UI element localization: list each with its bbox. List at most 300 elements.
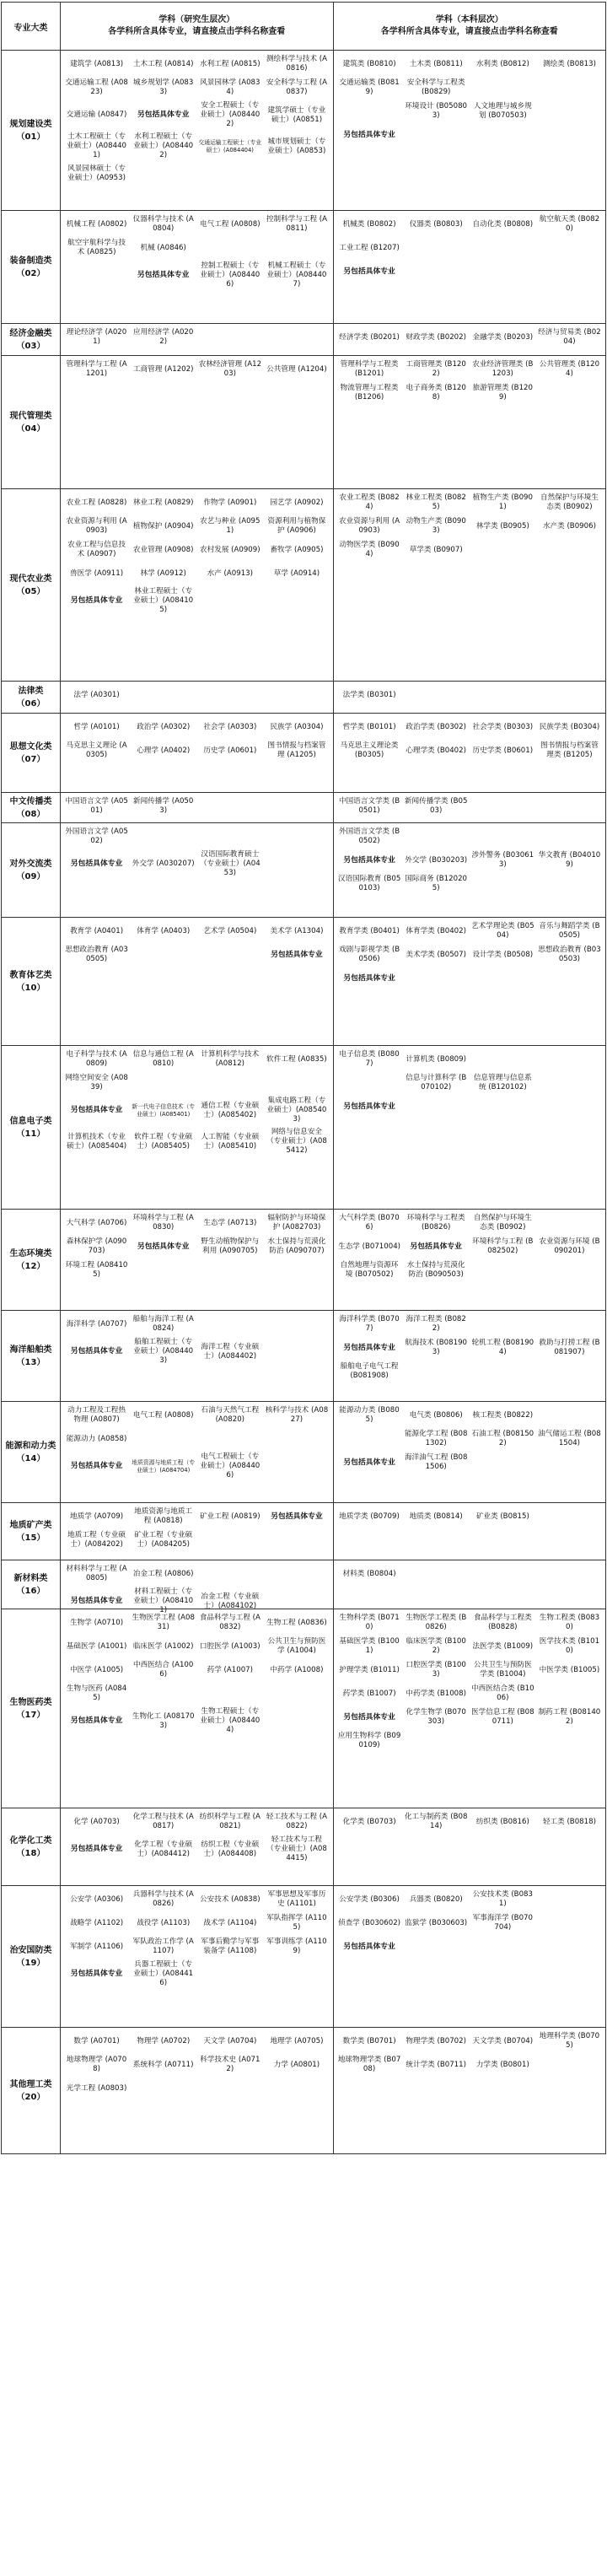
undergraduate-subject-link[interactable]: 环境科学与工程类 (B0826) xyxy=(406,1214,465,1231)
graduate-subject-link[interactable]: 地质资源与地质工程（专业硕士）(A084704) xyxy=(132,1458,196,1474)
graduate-subjects xyxy=(61,1402,333,1502)
graduate-subject-link[interactable]: 地球物理学 (A0708) xyxy=(66,2056,127,2073)
graduate-subject-link[interactable]: 兵器科学与技术 (A0826) xyxy=(132,1890,194,1908)
graduate-subject-link[interactable]: 化学工程（专业硕士）(A084412) xyxy=(134,1840,193,1858)
undergraduate-subject-link[interactable]: 油气储运工程 (B081504) xyxy=(538,1430,601,1447)
undergraduate-subject-link[interactable]: 兵器类 (B0820) xyxy=(409,1894,463,1904)
graduate-subject-link[interactable]: 航空宇航科学与技术 (A0825) xyxy=(67,239,126,256)
undergraduate-subject-link[interactable]: 统计学类 (B0711) xyxy=(406,2060,466,2069)
graduate-subject-link[interactable]: 电子科学与技术 (A0809) xyxy=(66,1050,127,1068)
undergraduate-subject-link[interactable]: 民族学类 (B0304) xyxy=(539,722,600,731)
graduate-subject-link[interactable]: 森林保护学 (A090703) xyxy=(66,1237,127,1255)
undergraduate-subject-link[interactable]: 海洋科学类 (B0707) xyxy=(339,1315,400,1333)
graduate-subject-link[interactable]: 网络与信息安全（专业硕士）(A085412) xyxy=(266,1128,327,1155)
undergraduate-subject-link[interactable]: 华文教育 (B040109) xyxy=(538,851,601,869)
graduate-subject-link[interactable]: 思想政治教育 (A030505) xyxy=(65,946,128,963)
undergraduate-subject-link[interactable]: 农业工程类 (B0824) xyxy=(339,493,400,511)
graduate-subject-link[interactable]: 动力工程及工程热物理 (A0807) xyxy=(67,1406,126,1424)
graduate-subject-link[interactable]: 材料工程硕士（专业硕士）(A084101) xyxy=(133,1587,194,1614)
undergraduate-subject-link[interactable]: 音乐与舞蹈学类 (B0505) xyxy=(539,922,600,940)
graduate-subject-link[interactable]: 系统科学 (A0711) xyxy=(132,2060,194,2069)
undergraduate-subject-link[interactable]: 力学类 (B0801) xyxy=(475,2060,529,2069)
graduate-subject-link[interactable]: 战役学 (A1103) xyxy=(137,1918,191,1927)
graduate-subject-link[interactable]: 军事后勤学与军事装备学 (A1108) xyxy=(201,1937,260,1955)
graduate-subjects xyxy=(61,1808,333,1885)
graduate-subject-link[interactable]: 测绘科学与技术 (A0816) xyxy=(266,55,327,73)
undergraduate-subject-link[interactable]: 中国语言文学类 (B0501) xyxy=(338,797,400,815)
graduate-subject-link[interactable]: 力学 (A0801) xyxy=(273,2060,320,2069)
undergraduate-subject-link[interactable]: 工商管理类 (B1202) xyxy=(406,360,466,378)
graduate-subject-link[interactable]: 公共管理 (A1204) xyxy=(266,364,327,374)
undergraduate-subject-link[interactable]: 化工与制药类 (B0814) xyxy=(404,1813,468,1830)
undergraduate-subject-link[interactable]: 动物医学类 (B0904) xyxy=(339,541,400,558)
graduate-subject-link[interactable]: 哲学 (A0101) xyxy=(73,722,120,731)
undergraduate-subject-link[interactable]: 船舶电子电气工程 (B081908) xyxy=(340,1362,399,1380)
undergraduate-subject-link[interactable]: 航海技术 (B081903) xyxy=(405,1339,468,1356)
undergraduate-subject-link[interactable]: 体育学类 (B0402) xyxy=(406,926,466,935)
category-label xyxy=(2,918,61,1045)
graduate-subject-link[interactable]: 集成电路工程（专业硕士）(A085403) xyxy=(266,1097,327,1124)
graduate-subject-link[interactable]: 电气工程 (A0808) xyxy=(200,219,261,229)
graduate-column-header xyxy=(61,3,333,50)
graduate-subject-link[interactable]: 计算机科学与技术 (A0812) xyxy=(201,1050,260,1068)
graduate-subjects xyxy=(61,211,333,323)
graduate-subject-link[interactable]: 物理学 (A0702) xyxy=(137,2036,191,2045)
category-name: 装备制造类 xyxy=(9,256,52,266)
undergraduate-subject-link[interactable]: 口腔医学类 (B1003) xyxy=(406,1661,466,1679)
graduate-subject-link[interactable]: 农业资源与利用 (A0903) xyxy=(66,517,127,535)
undergraduate-subject-link[interactable]: 金融学类 (B0203) xyxy=(472,332,534,342)
graduate-subject-link[interactable]: 农林经济管理 (A1203) xyxy=(198,360,262,378)
undergraduate-subject-link[interactable]: 中医学类 (B1005) xyxy=(539,1665,600,1674)
graduate-subject-link[interactable]: 农业工程与信息技术 (A0907) xyxy=(67,541,126,558)
undergraduate-subject-link[interactable]: 艺术学理论类 (B0504) xyxy=(471,922,534,940)
graduate-subject-link[interactable]: 新闻传播学 (A0503) xyxy=(133,797,194,815)
graduate-subject-link[interactable]: 化学 (A0703) xyxy=(73,1817,120,1826)
graduate-subject-link[interactable]: 战略学 (A1102) xyxy=(70,1918,124,1927)
graduate-subject-link[interactable]: 公安技术 (A0838) xyxy=(200,1894,261,1904)
graduate-subject-link[interactable]: 轻工技术与工程 (A0822) xyxy=(266,1813,327,1830)
undergraduate-subject-link[interactable]: 食品科学与工程类 (B0828) xyxy=(473,1614,532,1631)
undergraduate-subject-link[interactable]: 土木类 (B0811) xyxy=(409,59,463,68)
graduate-subject-link[interactable]: 兵器工程硕士（专业硕士）(A084416) xyxy=(133,1960,194,1987)
graduate-subject-link[interactable]: 林业工程硕士（专业硕士）(A084105) xyxy=(133,587,194,614)
category-row xyxy=(1,1609,606,1808)
undergraduate-subject-link[interactable]: 能源化学工程 (B081302) xyxy=(404,1430,468,1447)
undergraduate-subject-link[interactable]: 化学生物学 (B070303) xyxy=(406,1708,466,1726)
undergraduate-subject-link[interactable]: 外交学 (B030203) xyxy=(405,855,468,865)
graduate-subject-link[interactable]: 畜牧学 (A0905) xyxy=(270,545,324,554)
undergraduate-subject-link[interactable]: 地质类 (B0814) xyxy=(409,1512,463,1521)
undergraduate-subject-link[interactable]: 水土保持与荒漠化防治 (B090503) xyxy=(406,1261,465,1279)
graduate-subject-link[interactable]: 建筑学硕士（专业硕士）(A0851) xyxy=(267,105,326,124)
undergraduate-subject-link[interactable]: 航空航天类 (B0820) xyxy=(539,215,600,233)
graduate-subject-link[interactable]: 海洋科学 (A0707) xyxy=(66,1319,127,1328)
undergraduate-subject-link[interactable]: 植物生产类 (B0901) xyxy=(472,493,533,511)
undergraduate-subject-link[interactable]: 石油工程 (B081502) xyxy=(471,1430,534,1447)
graduate-subject-link[interactable]: 历史学 (A0601) xyxy=(203,746,257,755)
undergraduate-subject-link[interactable]: 法医学类 (B1009) xyxy=(472,1641,534,1651)
graduate-subject-link[interactable]: 心理学 (A0402) xyxy=(137,746,191,755)
undergraduate-subject-link[interactable]: 侦查学 (B030602) xyxy=(338,1918,401,1927)
graduate-subject-link[interactable]: 安全工程硕士（专业硕士）(A084402) xyxy=(200,101,261,128)
graduate-subject-link[interactable]: 水利工程硕士（专业硕士）(A084402) xyxy=(133,132,194,159)
graduate-subject-link[interactable]: 城市规划硕士（专业硕士）(A0853) xyxy=(267,137,326,155)
undergraduate-subject-link[interactable]: 水产类 (B0906) xyxy=(542,521,596,531)
undergraduate-subject-link[interactable]: 轮机工程 (B081904) xyxy=(471,1339,534,1356)
graduate-subject-link[interactable]: 船舶与海洋工程 (A0824) xyxy=(132,1315,194,1333)
graduate-subject-link[interactable]: 资源利用与植物保护 (A0906) xyxy=(267,517,326,535)
undergraduate-subject-link[interactable]: 戏剧与影视学类 (B0506) xyxy=(338,946,400,963)
empty-cell xyxy=(536,1682,603,1706)
undergraduate-subject-link[interactable]: 工业工程 (B1207) xyxy=(339,243,400,252)
graduate-subject-link[interactable]: 软件工程 (A0835) xyxy=(266,1054,327,1064)
graduate-subject-link[interactable]: 生物医学工程 (A0831) xyxy=(132,1614,195,1631)
graduate-subject-link[interactable]: 机械 (A0846) xyxy=(140,243,186,252)
undergraduate-subject-link[interactable]: 中药学类 (B1008) xyxy=(406,1689,466,1698)
graduate-subject-link[interactable]: 林业工程 (A0829) xyxy=(132,498,194,507)
graduate-subject-link[interactable]: 中医学 (A1005) xyxy=(70,1665,124,1674)
undergraduate-subject-link[interactable]: 地理科学类 (B0705) xyxy=(539,2032,600,2050)
graduate-subject-link[interactable]: 军队政治工作学 (A1107) xyxy=(132,1937,194,1955)
graduate-subject-link[interactable]: 艺术学 (A0504) xyxy=(203,926,257,935)
undergraduate-subject-link[interactable]: 社会学类 (B0303) xyxy=(472,722,534,731)
undergraduate-subject-link[interactable]: 财政学类 (B0202) xyxy=(406,332,466,342)
graduate-subject-link[interactable]: 纺织科学与工程 (A0821) xyxy=(199,1813,261,1830)
graduate-subject-link[interactable]: 地质工程（专业硕士）(A084202) xyxy=(67,1531,126,1549)
graduate-subject-link[interactable]: 水利工程 (A0815) xyxy=(200,59,261,68)
graduate-subject-link[interactable]: 林学 (A0912) xyxy=(140,569,186,578)
category-name: 生物医药类 xyxy=(9,1697,52,1707)
undergraduate-subject-link[interactable]: 外国语言文学类 (B0502) xyxy=(338,827,400,845)
undergraduate-subject-link[interactable]: 矿业类 (B0815) xyxy=(475,1512,529,1521)
undergraduate-subject-link[interactable]: 地质学类 (B0709) xyxy=(339,1512,400,1521)
graduate-subject-link[interactable]: 地质资源与地质工程 (A0818) xyxy=(134,1507,193,1525)
graduate-subject-link[interactable]: 生物学 (A0710) xyxy=(70,1618,124,1627)
graduate-subject-link[interactable]: 交通运输 (A0847) xyxy=(66,110,127,119)
graduate-subject-link[interactable]: 矿业工程 (A0819) xyxy=(200,1512,261,1521)
graduate-subject-link[interactable]: 科学技术史 (A0712) xyxy=(200,2056,261,2073)
undergraduate-subject-link[interactable]: 林业工程类 (B0825) xyxy=(406,493,466,511)
graduate-subject-link[interactable]: 军事思想及军事历史 (A1101) xyxy=(267,1890,326,1908)
undergraduate-subject-link[interactable]: 电子信息类 (B0807) xyxy=(339,1050,400,1068)
category-label xyxy=(2,823,61,917)
includes-specific-majors-note: 另包括具体专业 xyxy=(70,1347,123,1355)
undergraduate-subject-link[interactable]: 数学类 (B0701) xyxy=(342,2036,396,2045)
graduate-subject-link[interactable]: 能源动力 (A0858) xyxy=(66,1434,127,1443)
undergraduate-subject-link[interactable]: 机械类 (B0802) xyxy=(342,219,396,229)
graduate-subject-link[interactable]: 新一代电子信息技术（专业硕士）(A085401) xyxy=(132,1102,196,1118)
graduate-subject-link[interactable]: 数学 (A0701) xyxy=(73,2036,120,2045)
graduate-subject-link[interactable]: 应用经济学 (A0202) xyxy=(133,328,194,346)
graduate-subject-link[interactable]: 控制工程硕士（专业硕士）(A084406) xyxy=(200,261,261,288)
graduate-subject-link[interactable]: 植物保护 (A0904) xyxy=(132,521,194,531)
category-rows xyxy=(1,51,606,2154)
graduate-subject-link[interactable]: 外国语言文学 (A0502) xyxy=(65,827,128,845)
category-code: （13） xyxy=(16,1357,46,1367)
graduate-subject-link[interactable]: 环境科学与工程 (A0830) xyxy=(132,1214,194,1231)
undergraduate-subject-link[interactable]: 物流管理与工程类 (B1206) xyxy=(340,384,399,401)
undergraduate-subject-link[interactable]: 管理科学与工程类 (B1201) xyxy=(340,360,399,378)
graduate-subject-link[interactable]: 军制学 (A1106) xyxy=(70,1942,124,1951)
undergraduate-subject-link[interactable]: 水利类 (B0812) xyxy=(475,59,529,68)
graduate-subject-link[interactable]: 化学工程与技术 (A0817) xyxy=(132,1813,194,1830)
undergraduate-subject-link[interactable]: 经济与贸易类 (B0204) xyxy=(538,328,601,346)
graduate-subject-link[interactable]: 安全科学与工程 (A0837) xyxy=(266,78,327,96)
graduate-subject-link[interactable]: 药学 (A1007) xyxy=(207,1665,253,1674)
graduate-subject-link[interactable]: 机械工程硕士（专业硕士）(A084407) xyxy=(266,261,327,288)
graduate-subject-link[interactable]: 核科学与技术 (A0827) xyxy=(265,1406,329,1424)
category-label xyxy=(2,1210,61,1310)
graduate-subject-link[interactable]: 船舶工程硕士（专业硕士）(A084403) xyxy=(133,1338,194,1365)
undergraduate-subject-link[interactable]: 信息管理与信息系统 (B120102) xyxy=(473,1074,532,1091)
graduate-subject-link[interactable]: 冶金工程（专业硕士）(A084102) xyxy=(201,1592,260,1610)
undergraduate-subject-link[interactable]: 交通运输类 (B0819) xyxy=(339,78,400,96)
undergraduate-subject-link[interactable]: 自动化类 (B0808) xyxy=(472,219,534,229)
undergraduate-subject-link[interactable]: 汉语国际教育 (B050103) xyxy=(337,875,401,892)
graduate-subject-link[interactable]: 土木工程硕士（专业硕士）(A084401) xyxy=(67,132,127,159)
graduate-subject-link[interactable]: 交通运输工程硕士（专业硕士）(A084404) xyxy=(198,138,262,154)
undergraduate-subject-link[interactable]: 法学类 (B0301) xyxy=(342,690,396,699)
graduate-subject-link[interactable]: 信息与通信工程 (A0810) xyxy=(132,1050,194,1068)
undergraduate-subject-link[interactable]: 公共管理类 (B1204) xyxy=(539,360,600,378)
graduate-subject-link[interactable]: 公共卫生与预防医学 (A1004) xyxy=(267,1637,326,1655)
graduate-subject-link[interactable]: 风景园林学 (A0834) xyxy=(200,78,261,96)
undergraduate-subject-link[interactable]: 地球物理学类 (B0708) xyxy=(337,2056,401,2073)
undergraduate-subject-link[interactable]: 自然保护与环境生态类 (B0902) xyxy=(540,493,599,511)
graduate-subject-link[interactable]: 社会学 (A0303) xyxy=(203,722,257,731)
graduate-subject-link[interactable]: 政治学 (A0302) xyxy=(137,722,191,731)
graduate-subject-link[interactable]: 软件工程（专业硕士）(A085405) xyxy=(134,1132,193,1151)
graduate-subject-link[interactable]: 汉语国际教育硕士（专业硕士）(A0453) xyxy=(199,850,261,877)
graduate-subject-link[interactable]: 作物学 (A0901) xyxy=(203,498,257,507)
graduate-subject-link[interactable]: 园艺学 (A0902) xyxy=(270,498,324,507)
undergraduate-subject-link[interactable]: 历史学类 (B0601) xyxy=(472,746,534,755)
undergraduate-subject-link[interactable]: 环境科学与工程 (B082502) xyxy=(472,1237,534,1255)
graduate-subject-link[interactable]: 石油与天然气工程 (A0820) xyxy=(201,1406,260,1424)
undergraduate-subject-link[interactable]: 物理学类 (B0702) xyxy=(406,2036,466,2045)
undergraduate-subject-link[interactable]: 核工程类 (B0822) xyxy=(472,1410,534,1420)
undergraduate-subject-link[interactable]: 草学类 (B0907) xyxy=(409,545,463,554)
empty-cell xyxy=(263,1071,330,1095)
graduate-subject-link[interactable]: 仪器科学与技术 (A0804) xyxy=(132,215,194,233)
undergraduate-subject-link[interactable]: 能源动力类 (B0805) xyxy=(339,1406,400,1424)
undergraduate-subject-link[interactable]: 应用生物科学 (B090109) xyxy=(337,1732,401,1749)
undergraduate-subject-link[interactable]: 药学类 (B1007) xyxy=(342,1689,396,1698)
empty-cell xyxy=(130,825,196,849)
graduate-subject-link[interactable]: 控制科学与工程 (A0811) xyxy=(266,215,327,233)
undergraduate-subject-link[interactable]: 救助与打捞工程 (B081907) xyxy=(539,1339,600,1356)
undergraduate-subject-link[interactable]: 临床医学类 (B1002) xyxy=(406,1637,466,1655)
graduate-subject-link[interactable]: 计算机技术（专业硕士）(A085404) xyxy=(66,1132,127,1151)
graduate-subject-link[interactable]: 土木工程 (A0814) xyxy=(132,59,194,68)
undergraduate-subject-link[interactable]: 生物科学类 (B0710) xyxy=(339,1614,400,1631)
undergraduate-subject-link[interactable]: 公安技术类 (B0831) xyxy=(472,1890,533,1908)
undergraduate-subject-link[interactable]: 军事海洋学 (B070704) xyxy=(472,1914,533,1932)
graduate-subject-link[interactable]: 草学 (A0914) xyxy=(273,569,320,578)
undergraduate-subject-link[interactable]: 监狱学 (B030603) xyxy=(405,1918,468,1927)
graduate-subject-link[interactable]: 外交学 (A030207) xyxy=(132,860,195,868)
empty-cell xyxy=(196,1312,263,1336)
undergraduate-subject-link[interactable]: 心理学类 (B0402) xyxy=(406,746,466,755)
graduate-subject-link[interactable]: 电气工程 (A0808) xyxy=(132,1410,194,1420)
graduate-subject-link[interactable]: 水土保持与荒漠化防治 (A090707) xyxy=(267,1237,326,1255)
graduate-subjects xyxy=(61,1311,333,1401)
undergraduate-subject-link[interactable]: 化学类 (B0703) xyxy=(342,1817,396,1826)
graduate-subject-link[interactable]: 军队指挥学 (A1105) xyxy=(266,1914,327,1932)
undergraduate-subject-link[interactable]: 动物生产类 (B0903) xyxy=(406,517,466,535)
graduate-subject-link[interactable]: 电气工程硕士（专业硕士）(A084406) xyxy=(200,1452,261,1479)
undergraduate-subject-link[interactable]: 计算机类 (B0809) xyxy=(406,1054,466,1064)
undergraduate-subject-link[interactable]: 公共卫生与预防医学类 (B1004) xyxy=(473,1661,532,1679)
undergraduate-subject-link[interactable]: 马克思主义理论类 (B0305) xyxy=(340,741,399,759)
undergraduate-subject-link[interactable]: 经济学类 (B0201) xyxy=(339,332,400,342)
graduate-subject-link[interactable]: 生物与医药 (A0845) xyxy=(66,1684,127,1702)
undergraduate-subject-link[interactable]: 建筑类 (B0810) xyxy=(342,59,396,68)
undergraduate-subject-link[interactable]: 设计学类 (B0508) xyxy=(472,950,534,959)
graduate-subject-link[interactable]: 公安学 (A0306) xyxy=(70,1894,124,1904)
graduate-subject-link[interactable]: 轻工技术与工程（专业硕士）(A084415) xyxy=(266,1835,327,1862)
undergraduate-subject-link[interactable]: 信息与计算科学 (B070102) xyxy=(406,1074,467,1091)
graduate-subject-link[interactable]: 军事训练学 (A1109) xyxy=(266,1937,327,1955)
undergraduate-subject-link[interactable]: 轻工类 (B0818) xyxy=(542,1817,596,1826)
graduate-subject-link[interactable]: 农艺与种业 (A0951) xyxy=(200,517,261,535)
graduate-subject-link[interactable]: 口腔医学 (A1003) xyxy=(200,1641,261,1651)
undergraduate-subject-link[interactable]: 教育学类 (B0401) xyxy=(339,926,400,935)
undergraduate-subject-link[interactable]: 旅游管理类 (B1209) xyxy=(472,384,533,401)
undergraduate-subject-link[interactable]: 测绘类 (B0813) xyxy=(542,59,596,68)
graduate-subject-link[interactable]: 光学工程 (A0803) xyxy=(66,2083,127,2093)
category-name: 教育体艺类 xyxy=(9,970,52,980)
undergraduate-subject-link[interactable]: 国际商务 (B120205) xyxy=(405,875,468,892)
graduate-subject-link[interactable]: 法学 (A0301) xyxy=(73,690,120,699)
graduate-subject-link[interactable]: 食品科学与工程 (A0832) xyxy=(199,1614,261,1631)
undergraduate-subject-link[interactable]: 大气科学类 (B0706) xyxy=(339,1214,400,1231)
category-code: （03） xyxy=(16,341,46,351)
undergraduate-subject-link[interactable]: 基础医学类 (B1001) xyxy=(339,1637,400,1655)
undergraduate-subject-link[interactable]: 电气类 (B0806) xyxy=(409,1410,463,1420)
graduate-subject-link[interactable]: 材料科学与工程 (A0805) xyxy=(66,1565,127,1582)
undergraduate-subject-link[interactable]: 护理学类 (B1011) xyxy=(339,1665,400,1674)
graduate-subjects xyxy=(61,1560,333,1614)
undergraduate-subject-link[interactable]: 仪器类 (B0803) xyxy=(409,219,463,229)
graduate-subject-link[interactable]: 兽医学 (A0911) xyxy=(70,569,124,578)
undergraduate-subject-link[interactable]: 生物工程类 (B0830) xyxy=(539,1614,600,1631)
undergraduate-subject-link[interactable]: 天文学类 (B0704) xyxy=(472,2036,534,2045)
graduate-subject-link[interactable]: 生态学 (A0713) xyxy=(203,1218,257,1227)
graduate-subject-link[interactable]: 中药学 (A1008) xyxy=(270,1665,324,1674)
graduate-subjects xyxy=(61,1210,333,1310)
undergraduate-subject-link[interactable]: 人文地理与城乡规划 (B070503) xyxy=(473,102,532,120)
graduate-subject-link[interactable]: 生物工程硕士（专业硕士）(A084404) xyxy=(200,1707,261,1734)
graduate-subject-link[interactable]: 管理科学与工程 (A1201) xyxy=(66,360,127,378)
undergraduate-subject-link[interactable]: 中西医结合类 (B1006) xyxy=(471,1684,534,1702)
graduate-subject-link[interactable]: 基础医学 (A1001) xyxy=(66,1641,127,1651)
undergraduate-subject-link[interactable]: 纺织类 (B0816) xyxy=(475,1817,529,1826)
undergraduate-subject-link[interactable]: 美术学类 (B0507) xyxy=(406,950,466,959)
undergraduate-subject-link[interactable]: 涉外警务 (B030613) xyxy=(471,851,534,869)
graduate-subject-link[interactable]: 交通运输工程 (A0823) xyxy=(65,78,128,96)
graduate-subject-link[interactable]: 理论经济学 (A0201) xyxy=(66,328,127,346)
undergraduate-subject-link[interactable]: 公安学类 (B0306) xyxy=(339,1894,400,1904)
graduate-subject-link[interactable]: 野生动植物保护与利用 (A090705) xyxy=(201,1237,260,1255)
undergraduate-subject-link[interactable]: 电子商务类 (B1208) xyxy=(406,384,466,401)
graduate-subject-link[interactable]: 机械工程 (A0802) xyxy=(66,219,127,229)
graduate-subject-link[interactable]: 生物工程 (A0836) xyxy=(266,1618,327,1627)
graduate-subject-link[interactable]: 城乡规划学 (A0833) xyxy=(133,78,194,96)
undergraduate-subject-link[interactable]: 新闻传播学类 (B0503) xyxy=(404,797,468,815)
undergraduate-subject-link[interactable]: 自然地理与资源环境 (B070502) xyxy=(340,1261,399,1279)
graduate-subject-link[interactable]: 教育学 (A0401) xyxy=(70,926,124,935)
undergraduate-subject-link[interactable]: 生物医学工程类 (B0826) xyxy=(406,1614,467,1631)
graduate-subject-link[interactable]: 农业管理 (A0908) xyxy=(132,545,194,554)
graduate-subject-link[interactable]: 中西医结合 (A1006) xyxy=(133,1661,194,1679)
undergraduate-subject-link[interactable]: 海洋工程类 (B0822) xyxy=(406,1315,466,1333)
undergraduate-subject-link[interactable]: 海洋油气工程 (B081506) xyxy=(404,1453,468,1471)
undergraduate-subject-link[interactable]: 哲学类 (B0101) xyxy=(342,722,396,731)
graduate-subject-link[interactable]: 大气科学 (A0706) xyxy=(66,1218,127,1227)
graduate-subject-link[interactable]: 马克思主义理论 (A0305) xyxy=(66,741,127,759)
undergraduate-subject-link[interactable]: 自然保护与环境生态类 (B0902) xyxy=(473,1214,532,1231)
graduate-subject-link[interactable]: 民族学 (A0304) xyxy=(270,722,324,731)
category-label xyxy=(2,51,61,210)
undergraduate-subject-link[interactable]: 安全科学与工程类 (B0829) xyxy=(406,78,465,96)
undergraduate-subject-link[interactable]: 医学技术类 (B1010) xyxy=(539,1637,600,1655)
graduate-subject-link[interactable]: 农业工程 (A0828) xyxy=(66,498,127,507)
undergraduate-subject-link[interactable]: 生态学 (B071004) xyxy=(338,1242,401,1251)
graduate-subject-link[interactable]: 生物化工 (A081703) xyxy=(132,1711,195,1730)
graduate-subject-link[interactable]: 工商管理 (A1202) xyxy=(132,364,194,374)
empty-cell xyxy=(536,1888,603,1911)
graduate-subject-link[interactable]: 临床医学 (A1002) xyxy=(132,1641,194,1651)
category-code: （19） xyxy=(16,1958,46,1968)
graduate-subject-link[interactable]: 冶金工程 (A0806) xyxy=(132,1569,194,1578)
undergraduate-subject-link[interactable]: 医学信息工程 (B080711) xyxy=(471,1708,534,1726)
undergraduate-subject-link[interactable]: 政治学类 (B0302) xyxy=(406,722,466,731)
graduate-subject-link[interactable]: 网络空间安全 (A0839) xyxy=(65,1074,128,1091)
graduate-subject-link[interactable]: 中国语言文学 (A0501) xyxy=(65,797,128,815)
graduate-subject-link[interactable]: 农村发展 (A0909) xyxy=(200,545,261,554)
undergraduate-subject-link[interactable]: 环境设计 (B050803) xyxy=(405,102,468,120)
graduate-subject-link[interactable]: 人工智能（专业硕士）(A085410) xyxy=(201,1132,260,1151)
graduate-subject-link[interactable]: 天文学 (A0704) xyxy=(203,2036,257,2045)
undergraduate-subject-link[interactable]: 材料类 (B0804) xyxy=(342,1569,396,1578)
graduate-subject-link[interactable]: 地理学 (A0705) xyxy=(270,2036,324,2045)
graduate-subject-link[interactable]: 辐射防护与环境保护 (A082703) xyxy=(267,1214,326,1231)
graduate-subject-link[interactable]: 矿业工程（专业硕士）(A084205) xyxy=(134,1531,193,1549)
graduate-subject-link[interactable]: 战术学 (A1104) xyxy=(203,1918,257,1927)
graduate-subject-link[interactable]: 通信工程（专业硕士）(A085402) xyxy=(201,1101,260,1119)
undergraduate-subject-link[interactable]: 图书情报与档案管理类 (B1205) xyxy=(540,741,599,759)
graduate-subject-link[interactable]: 图书情报与档案管理 (A1205) xyxy=(267,741,326,759)
graduate-subject-link[interactable]: 水产 (A0913) xyxy=(207,569,253,578)
undergraduate-subject-link[interactable]: 农业经济管理类 (B1203) xyxy=(472,360,534,378)
graduate-subject-link[interactable]: 纺织工程（专业硕士）(A084408) xyxy=(201,1840,260,1858)
graduate-subject-link[interactable]: 建筑学 (A0813) xyxy=(70,59,124,68)
undergraduate-subject-link[interactable]: 农业资源与环境 (B090201) xyxy=(539,1237,600,1255)
graduate-subject-link[interactable]: 风景园林硕士（专业硕士）(A0953) xyxy=(67,164,126,182)
graduate-subject-link[interactable]: 海洋工程（专业硕士）(A084402) xyxy=(201,1342,260,1361)
graduate-subject-link[interactable]: 地质学 (A0709) xyxy=(70,1512,124,1521)
undergraduate-subject-link[interactable]: 林学类 (B0905) xyxy=(475,521,529,531)
undergraduate-subject-link[interactable]: 思想政治教育 (B030503) xyxy=(538,946,601,963)
empty-cell xyxy=(130,943,196,967)
graduate-subject-link[interactable]: 美术学 (A1304) xyxy=(270,926,324,935)
undergraduate-subject-link[interactable]: 制药工程 (B081402) xyxy=(538,1708,601,1726)
graduate-subject-link[interactable]: 体育学 (A0403) xyxy=(137,926,191,935)
undergraduate-subject-link[interactable]: 农业资源与利用 (A0903) xyxy=(339,517,400,535)
graduate-subject-link[interactable]: 环境工程 (A084105) xyxy=(65,1261,128,1279)
